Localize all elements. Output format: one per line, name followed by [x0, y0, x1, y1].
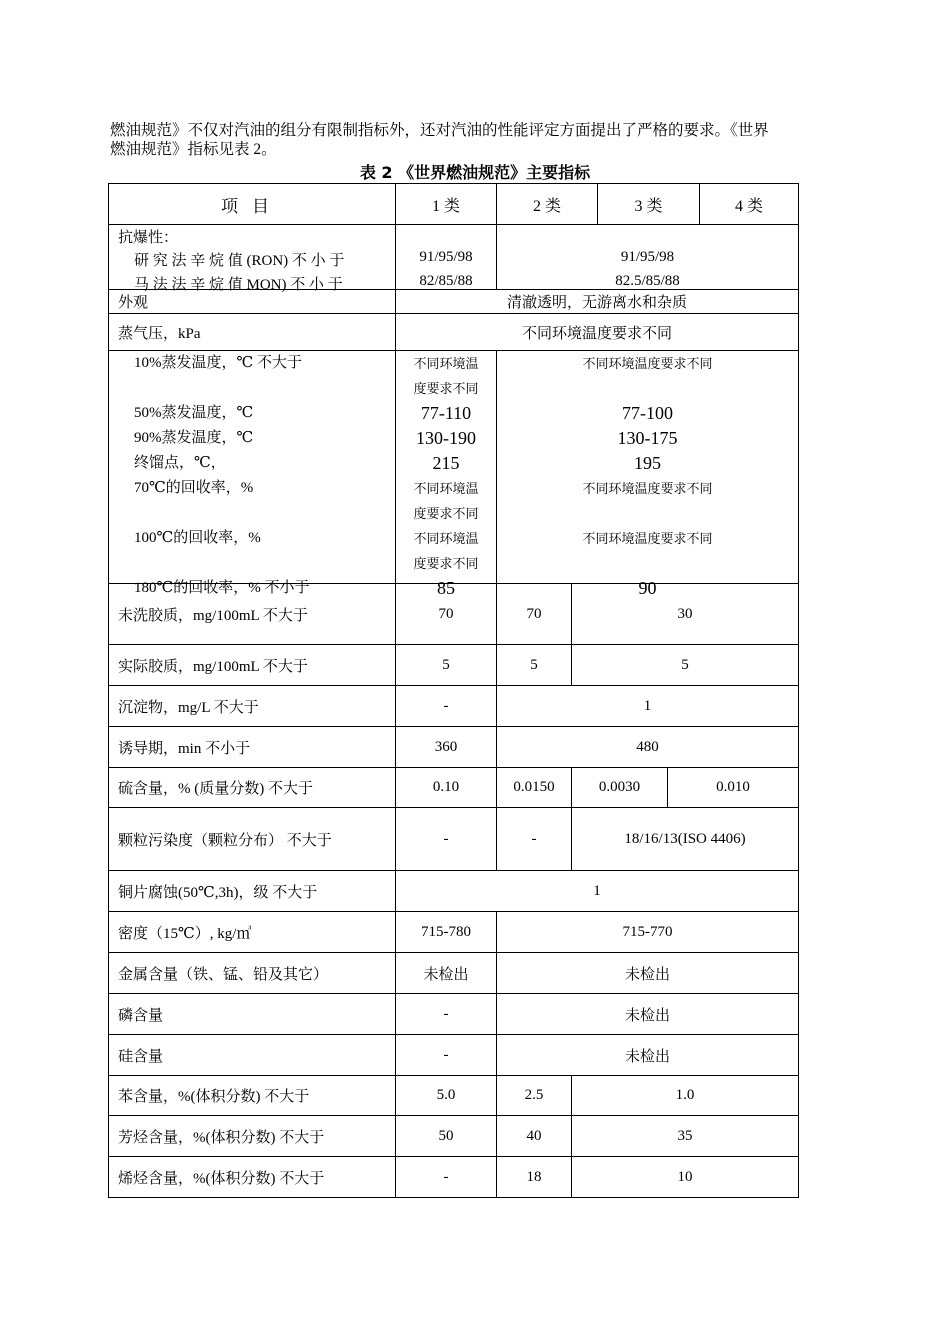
dist-180-c1: 85 [437, 578, 455, 598]
dist-180-label: 180℃的回收率，% 不小于 [134, 580, 310, 596]
olefins-label: 烯烃含量，%(体积分数) 不大于 [109, 1157, 396, 1198]
olefins-rest: 10 [572, 1157, 799, 1198]
unwashed-c2: 70 [497, 584, 572, 645]
sulfur-c4: 0.010 [668, 768, 799, 808]
header-item: 项目 [109, 184, 396, 225]
table-row-particle [109, 808, 799, 871]
dist-70-rest: 不同环境温度要求不同 [582, 481, 713, 496]
table-row-copper [109, 871, 799, 912]
dist-90-c1: 130-190 [416, 428, 476, 448]
unwashed-label: 未洗胶质，mg/100mL 不大于 [109, 584, 396, 645]
intro-paragraph [110, 121, 845, 159]
dist-10-rest: 不同环境温度要求不同 [582, 356, 713, 371]
aromatics-c2: 40 [497, 1116, 572, 1157]
table-row-existent-gum [109, 645, 799, 686]
dist-70-label: 70℃的回收率，% [134, 480, 254, 496]
unwashed-rest: 30 [572, 584, 799, 645]
table-row-induction [109, 727, 799, 768]
silicon-label: 硅含量 [109, 1035, 396, 1076]
dist-100-c1-b: 度要求不同 [413, 556, 479, 571]
metal-c1: 未检出 [396, 953, 497, 994]
header-class-3: 3 类 [598, 184, 700, 224]
table-row-benzene [109, 1076, 799, 1116]
table-row-antiknock [109, 225, 799, 290]
intro-line-2: 燃油规范》指标见表 2。 [110, 141, 277, 158]
table-row-vapor-pressure [109, 314, 799, 351]
phosphorus-label: 磷含量 [109, 994, 396, 1035]
silicon-rest: 未检出 [497, 1035, 799, 1076]
induction-label: 诱导期，min 不小于 [109, 727, 396, 768]
dist-fbp-label: 终馏点，℃， [134, 455, 226, 471]
particle-c2: - [497, 808, 572, 871]
silicon-c1: - [396, 1035, 497, 1076]
appearance-label: 外观 [109, 290, 396, 314]
existent-c1: 5 [396, 645, 497, 686]
mon-class-1: 82/85/88 [419, 273, 473, 289]
ron-label: 研 究 法 辛 烷 值 (RON) 不 小 于 [134, 253, 345, 269]
dist-90-label: 90%蒸发温度，℃ [134, 430, 254, 446]
table-row-distillation [109, 351, 799, 584]
induction-c1: 360 [396, 727, 497, 768]
table-row-olefins [109, 1157, 799, 1198]
header-class-2: 2 类 [497, 184, 598, 225]
dist-10-label: 10%蒸发温度，℃ 不大于 [134, 355, 303, 371]
dist-180-rest: 90 [638, 578, 657, 598]
aromatics-label: 芳烃含量，%(体积分数) 不大于 [109, 1116, 396, 1157]
dist-50-rest: 77-100 [622, 403, 674, 423]
dist-10-c1-a: 不同环境温 [413, 356, 479, 371]
unwashed-c1: 70 [396, 584, 497, 645]
existent-c2: 5 [497, 645, 572, 686]
dist-fbp-c1: 215 [432, 453, 460, 473]
appearance-value: 清澈透明，无游离水和杂质 [396, 290, 799, 314]
existent-rest: 5 [572, 645, 799, 686]
table-header-row [109, 184, 799, 225]
existent-label: 实际胶质，mg/100mL 不大于 [109, 645, 396, 686]
dist-fbp-rest: 195 [634, 453, 662, 473]
header-class-4: 4 类 [735, 197, 764, 215]
header-class-3-4-wrapper [598, 184, 799, 225]
dist-10-c1-b: 度要求不同 [413, 381, 479, 396]
dist-100-rest: 不同环境温度要求不同 [582, 531, 713, 546]
density-c1: 715-780 [396, 912, 497, 953]
olefins-c1: - [396, 1157, 497, 1198]
table-row-phosphorus [109, 994, 799, 1035]
copper-value: 1 [396, 871, 799, 912]
dist-70-c1-b: 度要求不同 [413, 506, 479, 521]
sediment-label: 沉淀物，mg/L 不大于 [109, 686, 396, 727]
olefins-c2: 18 [497, 1157, 572, 1198]
density-rest: 715-770 [497, 912, 799, 953]
phosphorus-c1: - [396, 994, 497, 1035]
sediment-rest: 1 [497, 686, 799, 727]
vapor-value: 不同环境温度要求不同 [396, 314, 799, 351]
density-label: 密度（15℃）, kg/㎥ [109, 912, 396, 953]
metal-rest: 未检出 [497, 953, 799, 994]
dist-90-rest: 130-175 [617, 428, 678, 448]
sulfur-c1: 0.10 [396, 768, 497, 808]
induction-rest: 480 [497, 727, 799, 768]
ron-class-2-4: 91/95/98 [620, 249, 675, 265]
particle-label: 颗粒污染度（颗粒分布） 不大于 [109, 808, 396, 871]
dist-100-label: 100℃的回收率，% [134, 530, 261, 546]
sediment-c1: - [396, 686, 497, 727]
copper-label: 铜片腐蚀(50℃,3h)，级 不大于 [109, 871, 396, 912]
specification-table [108, 183, 799, 1198]
benzene-label: 苯含量，%(体积分数) 不大于 [109, 1076, 396, 1116]
vapor-label: 蒸气压，kPa [109, 314, 396, 351]
particle-rest: 18/16/13(ISO 4406) [572, 808, 799, 871]
benzene-c2: 2.5 [497, 1076, 572, 1116]
header-class-1: 1 类 [396, 184, 497, 225]
ron-class-1: 91/95/98 [419, 249, 473, 265]
table-row-sulfur [109, 768, 799, 808]
table-row-silicon [109, 1035, 799, 1076]
table-row-metal [109, 953, 799, 994]
benzene-rest: 1.0 [572, 1076, 799, 1116]
intro-line-1: 燃油规范》不仅对汽油的组分有限制指标外，还对汽油的性能评定方面提出了严格的要求。《世界 [110, 122, 769, 139]
aromatics-c1: 50 [396, 1116, 497, 1157]
table-row-density [109, 912, 799, 953]
sulfur-c2: 0.0150 [497, 768, 572, 808]
dist-50-c1: 77-110 [420, 403, 472, 423]
benzene-c1: 5.0 [396, 1076, 497, 1116]
phosphorus-rest: 未检出 [497, 994, 799, 1035]
dist-100-c1-a: 不同环境温 [413, 531, 479, 546]
mon-class-2-4: 82.5/85/88 [615, 273, 680, 289]
dist-70-c1-a: 不同环境温 [413, 481, 479, 496]
dist-50-label: 50%蒸发温度，℃ [134, 405, 254, 421]
antiknock-label: 抗爆性： [118, 230, 179, 246]
sulfur-c3: 0.0030 [572, 768, 668, 808]
sulfur-label: 硫含量，% (质量分数) 不大于 [109, 768, 396, 808]
table-caption: 表 2 《世界燃油规范》主要指标 [359, 163, 591, 182]
aromatics-rest: 35 [572, 1116, 799, 1157]
mon-label: 马 法 法 辛 烷 值 MON) 不 小 于 [134, 277, 343, 293]
table-row-aromatics [109, 1116, 799, 1157]
table-row-sediment [109, 686, 799, 727]
metal-label: 金属含量（铁、锰、铅及其它） [109, 953, 396, 994]
particle-c1: - [396, 808, 497, 871]
